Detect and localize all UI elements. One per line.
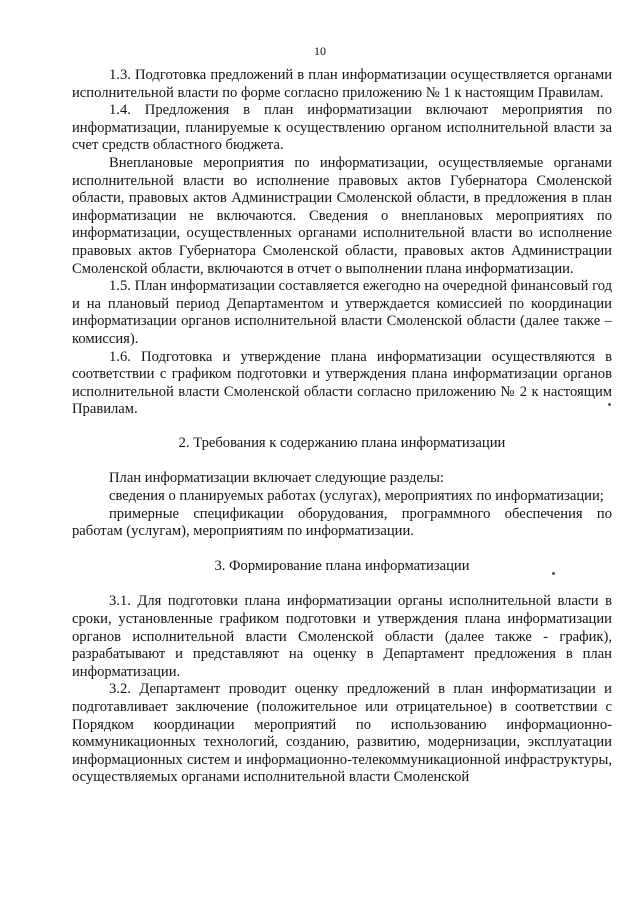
section-2-heading: 2. Требования к содержанию плана информатизации [178,434,506,451]
section-2-paragraph-works: сведения о планируемых работах (услугах), мероприятиях по информатизации; [109,488,604,505]
section-2-paragraph-intro: План информатизации включает следующие разделы: [109,470,445,487]
scan-speck [552,572,555,575]
spacer [72,419,612,435]
paragraph-3-1: 3.1. Для подготовки плана информатизации органы исполнительной власти в сроки, установленные графиком подготовки и утверждения плана информатизации органов исполнительной власти Смоленской области (далее также - график), разрабатывают и представляют на оценку в Департамент предложения в план информатизации. [72,593,612,680]
paragraph-1-4: 1.4. Предложения в план информатизации включают мероприятия по информатизации, планируемые к осуществлению органом исполнительной власти за счет средств областного бюджета. [72,102,612,154]
paragraph-unplanned-measures: Внеплановые мероприятия по информатизации, осуществляемые органами исполнительной власти во исполнение правовых актов Губернатора Смоленской области, правовых актов Администрации Смоленской области, в предложения в план информатизации не включаются. Сведения о внеплановых мероприятиях по информатизации, осуществленных органами исполнительной власти во исполнение правовых актов Губернатора Смоленской области, правовых актов Администрации Смоленской области, включаются в отчет о выполнении плана информатизации. [72,154,612,277]
paragraph-1-5: 1.5. План информатизации составляется ежегодно на очередной финансовый год и на плановый период Департаментом и утверждается комиссией по координации информатизации органов исполнительной власти Смоленской области (далее также – комиссия). [72,278,612,347]
spacer [72,575,612,593]
scan-speck [608,403,611,406]
section-2-paragraph-specs: примерные спецификации оборудования, программного обеспечения по работам (услугам), мероприятиям по информатизации. [72,505,612,540]
spacer [72,541,612,558]
document-body [72,67,612,787]
paragraph-1-6: 1.6. Подготовка и утверждение плана информатизации осуществляются в соответствии с графиком подготовки и утверждения плана информатизации органов исполнительной власти Смоленской области согласно приложению № 2 к настоящим Правилам. [72,348,612,418]
spacer [72,452,612,470]
paragraph-1-3: 1.3. Подготовка предложений в план информатизации осуществляется органами исполнительной власти по форме согласно приложению № 1 к настоящим Правилам. [72,67,612,101]
section-3-heading: 3. Формирование плана информатизации [214,557,470,574]
page-number: 10 [314,44,326,58]
paragraph-3-2: 3.2. Департамент проводит оценку предложений в план информатизации и подготавливает заключение (положительное или отрицательное) в соответствии с Порядком координации мероприятий по использованию информационно-коммуникационных технологий, созданию, развитию, модернизации, эксплуатации информационных систем и информационно-телекоммуникационной инфраструктуры, осуществляемых органами исполнительной власти Смоленской [72,681,612,786]
